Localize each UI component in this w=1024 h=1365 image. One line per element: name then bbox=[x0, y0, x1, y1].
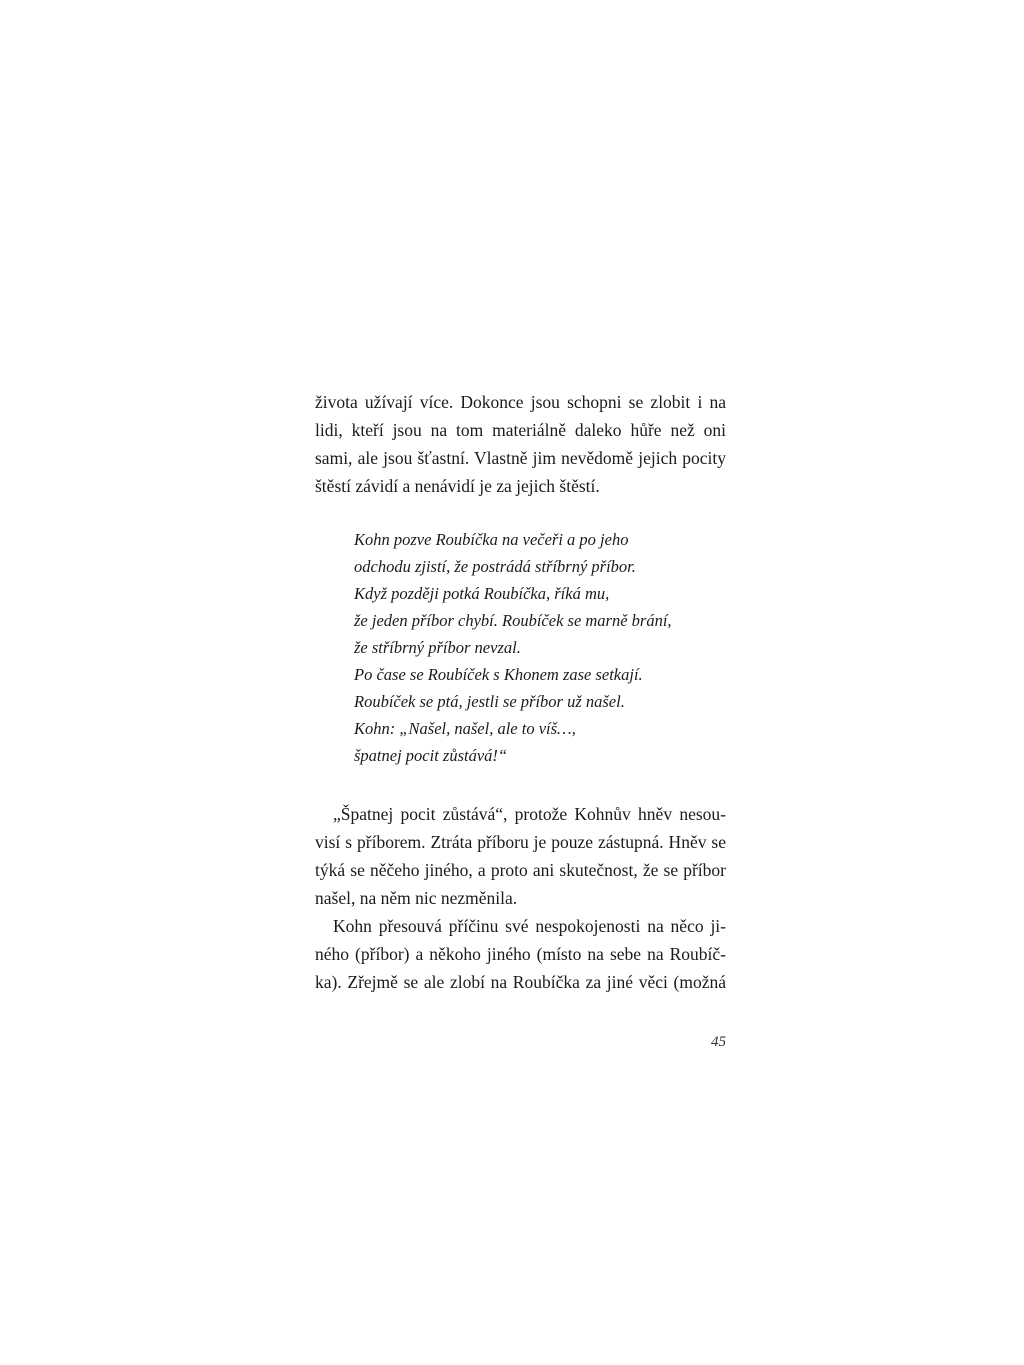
paragraph-line: „Špatnej pocit zůstává“, protože Kohnův hněv nesou- bbox=[333, 804, 726, 824]
quote-line: že stříbrný příbor nevzal. bbox=[354, 638, 521, 657]
paragraph-line: štěstí závidí a nenávidí je za jejich štěstí. bbox=[315, 476, 600, 496]
quote-line: Kohn pozve Roubíčka na večeři a po jeho bbox=[354, 530, 629, 549]
page-number: 45 bbox=[711, 1034, 726, 1050]
paragraph-line: Kohn přesouvá příčinu své nespokojenosti na něco ji- bbox=[333, 916, 726, 936]
paragraph-line: našel, na něm nic nezměnila. bbox=[315, 888, 518, 908]
paragraph-line: týká se něčeho jiného, a proto ani skutečnost, že se příbor bbox=[315, 860, 726, 880]
quote-line: špatnej pocit zůstává!“ bbox=[354, 746, 508, 765]
quote-line: že jeden příbor chybí. Roubíček se marně brání, bbox=[354, 611, 672, 630]
paragraph-line: ka). Zřejmě se ale zlobí na Roubíčka za jiné věci (možná bbox=[315, 972, 726, 992]
paragraph-line: lidi, kteří jsou na tom materiálně daleko hůře než oni bbox=[315, 420, 726, 440]
quote-line: odchodu zjistí, že postrádá stříbrný příbor. bbox=[354, 557, 636, 576]
paragraph-line: visí s příborem. Ztráta příboru je pouze zástupná. Hněv se bbox=[315, 832, 726, 852]
quote-line: Roubíček se ptá, jestli se příbor už našel. bbox=[354, 692, 625, 711]
paragraph-line: sami, ale jsou šťastní. Vlastně jim nevědomě jejich pocity bbox=[315, 448, 726, 468]
quote-line: Když později potká Roubíčka, říká mu, bbox=[354, 584, 610, 603]
quote-line: Po čase se Roubíček s Khonem zase setkají. bbox=[354, 665, 643, 684]
quote-line: Kohn: „Našel, našel, ale to víš…, bbox=[354, 719, 576, 738]
paragraph-line: života užívají více. Dokonce jsou schopni se zlobit i na bbox=[315, 392, 726, 412]
paragraph-line: ného (příbor) a někoho jiného (místo na sebe na Roubíč- bbox=[315, 944, 726, 964]
